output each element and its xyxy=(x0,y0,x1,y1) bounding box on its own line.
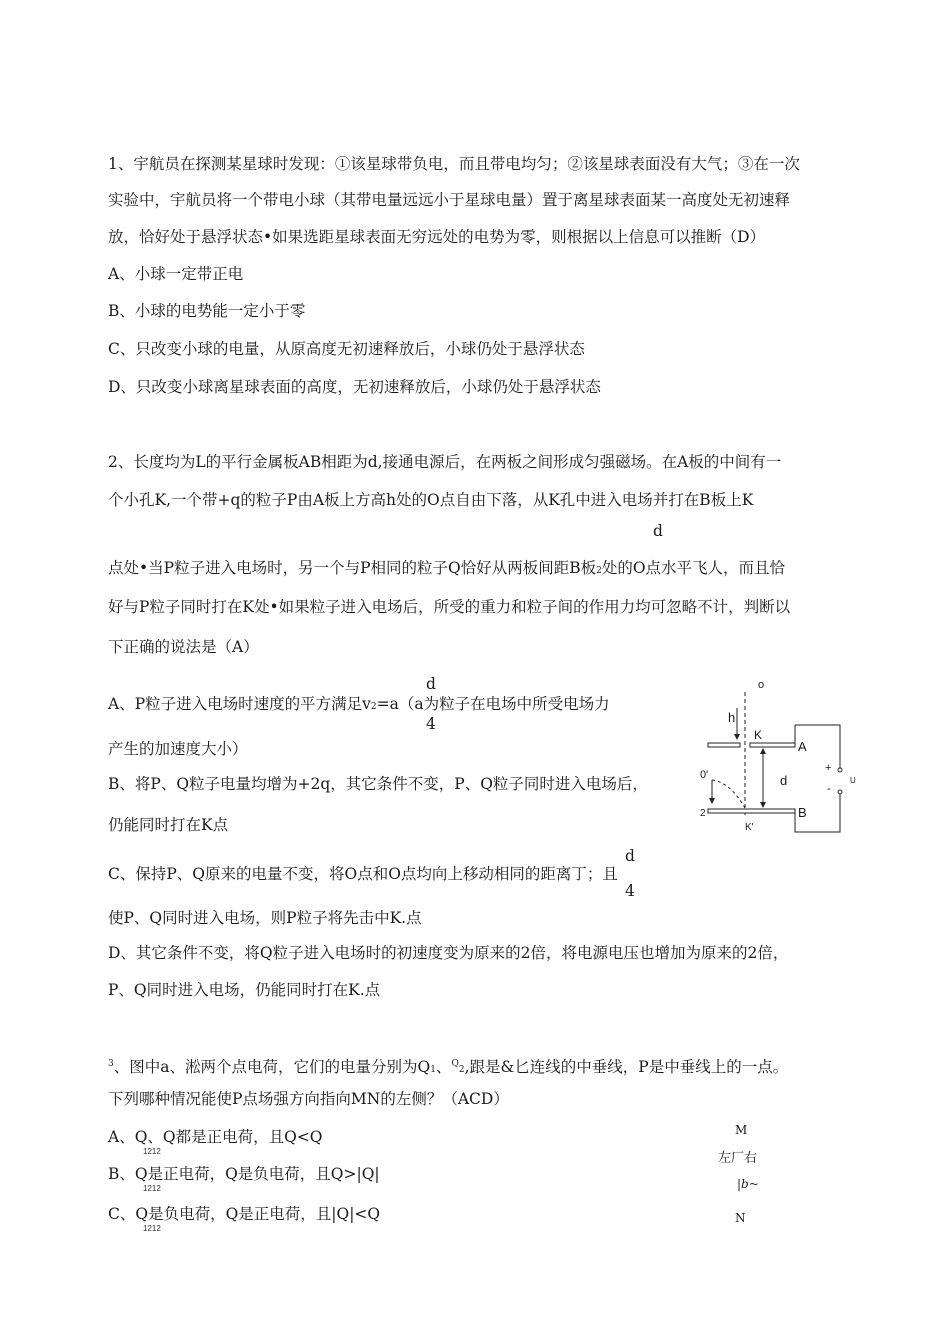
q2-line-4: 好与P粒子同时打在K处•如果粒子进入电场后，所受的重力和粒子间的作用力均可忽略不计，判断以 xyxy=(108,598,791,616)
q2-option-b-line-1: B、将P、Q粒子电量均增为+2q，其它条件不变，P、Q粒子同时进入电场后， xyxy=(108,775,648,793)
plate-b xyxy=(708,809,795,813)
label-minus: - xyxy=(827,783,831,795)
q1-line-1: 1、宇航员在探测某星球时发现：①该星球带负电，而且带电均匀；②该星球表面没有大气；③在一次 xyxy=(108,155,800,173)
q1-option-b: B、小球的电势能一定小于零 xyxy=(108,302,306,320)
q2-option-d-line-2: P、Q同时进入电场，仍能同时打在K.点 xyxy=(108,981,381,999)
label-k-prime: K' xyxy=(745,822,754,833)
q2-option-c-numerator: d xyxy=(625,847,635,865)
d-arrow-head-bottom xyxy=(760,802,766,808)
h-arrow-head xyxy=(734,734,740,740)
capacitor-diagram xyxy=(690,680,870,840)
q2-option-b-line-2: 仍能同时打在K点 xyxy=(108,816,229,834)
q2-fraction-d: d xyxy=(653,522,663,540)
label-plus: + xyxy=(825,762,832,774)
q3-option-b: B、Q是正电荷，Q是负电荷，且Q>|Q| xyxy=(108,1165,380,1183)
label-k: K xyxy=(754,728,763,742)
q1-option-c: C、只改变小球的电量，从原高度无初速释放后，小球仍处于悬浮状态 xyxy=(108,340,585,358)
q2-option-a-denominator: 4 xyxy=(426,715,436,733)
q1-option-a: A、小球一定带正电 xyxy=(108,265,244,283)
q2-option-a-numerator: d xyxy=(426,675,436,693)
q3-option-c: C、Q是负电荷，Q是正电荷，且|Q|<Q xyxy=(108,1205,381,1223)
label-two: 2 xyxy=(700,808,706,819)
fig3-label-b: |b~ xyxy=(737,1177,759,1191)
label-u: U xyxy=(850,776,856,785)
q2-option-a-line-2: 产生的加速度大小） xyxy=(108,740,248,758)
plate-a-left xyxy=(708,743,740,747)
label-o-top: o xyxy=(758,679,765,691)
label-h: h xyxy=(728,710,736,725)
fig3-label-n: N xyxy=(735,1211,746,1225)
q2-line-1: 2、长度均为L的平行金属板AB相距为d,接通电源后，在两板之间形成匀强磁场。在A板的中间有一 xyxy=(108,453,782,471)
capacitor-figure xyxy=(690,680,870,840)
plate-a-right xyxy=(750,743,795,747)
q3-option-b-indices: 1212 xyxy=(143,1184,161,1193)
label-d: d xyxy=(780,773,788,788)
q2-option-c-line-1: C、保持P、Q原来的电量不变，将O点和O点均向上移动相同的距离丁；且 xyxy=(108,865,618,883)
q3-option-a: A、Q、Q都是正电荷，且Q<Q xyxy=(108,1128,323,1146)
q1-option-d: D、只改变小球离星球表面的高度，无初速释放后，小球仍处于悬浮状态 xyxy=(108,378,601,396)
fig3-label-m: M xyxy=(735,1123,748,1137)
q-trajectory xyxy=(712,780,745,808)
q1-line-3: 放，恰好处于悬浮状态•如果选距星球表面无穷远处的电势为零，则根据以上信息可以推断（D） xyxy=(108,228,766,246)
fig3-label-left-right: 左厂右 xyxy=(718,1151,758,1166)
q-arrow-head xyxy=(709,798,715,804)
label-a: A xyxy=(798,739,807,754)
label-b: B xyxy=(798,805,807,820)
q2-option-d-line-1: D、其它条件不变，将Q粒子进入电场时的初速度变为原来的2倍，将电源电压也增加为原来的2倍， xyxy=(108,944,789,962)
q3-option-c-indices: 1212 xyxy=(143,1224,161,1233)
q2-option-c-line-2: 使P、Q同时进入电场，则P粒子将先击中K.点 xyxy=(108,909,422,927)
d-arrow-head-top xyxy=(760,748,766,754)
q2-option-a: A、P粒子进入电场时速度的平方满足v2=a（a为粒子在电场中所受电场力 xyxy=(108,695,610,713)
q3-option-a-indices: 1212 xyxy=(143,1147,161,1156)
q2-option-c-denominator: 4 xyxy=(625,882,635,900)
label-o-prime: 0' xyxy=(700,769,709,781)
q1-line-2: 实验中，宇航员将一个带电小球（其带电量远远小于星球电量）置于离星球表面某一高度处无初速释 xyxy=(108,191,791,209)
q2-line-2: 个小孔K,一个带+q的粒子P由A板上方高h处的O点自由下落，从K孔中进入电场并打在B板上K xyxy=(108,491,754,509)
q3-line-2: 下列哪种情况能使P点场强方向指向MN的左侧？（ACD） xyxy=(108,1090,509,1108)
q2-line-5: 下正确的说法是（A） xyxy=(108,638,259,656)
q3-line-1: $^3$、图中a、淞两个点电荷，它们的电量分别为Q1、$^Q$2,跟是&匕连线的中垂线，P是中垂线上的一点。 xyxy=(108,1058,789,1077)
q2-line-3: 点处•当P粒子进入电场时，另一个与P相同的粒子Q恰好从两板间距B板2处的O点水平飞人，而且恰 xyxy=(108,559,786,577)
